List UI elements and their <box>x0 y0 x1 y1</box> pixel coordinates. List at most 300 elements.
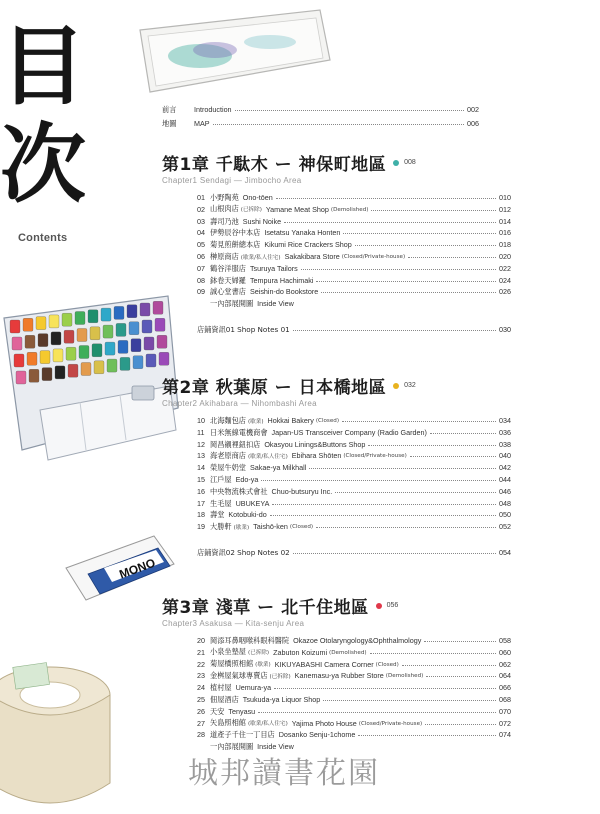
toc-row-page: 020 <box>499 252 511 261</box>
toc-row-page: 036 <box>499 427 511 437</box>
leader-dots <box>323 694 496 701</box>
shop-notes-label: 店鋪資訊01 Shop Notes 01 <box>197 325 290 334</box>
paint-pan <box>27 352 37 365</box>
toc-row-ja-name: 鉢卷天婦羅 <box>210 275 246 285</box>
toc-row-en: Tempura Hachimaki <box>249 275 314 285</box>
chapter-subtitle: Chapter2 Akihabara — Nihombashi Area <box>162 399 317 408</box>
toc-row-number: 18 <box>197 510 205 520</box>
toc-row-ja: 前言 <box>162 105 177 114</box>
shop-notes-page: 030 <box>499 325 511 334</box>
toc-row-ja-note: (已拆除) <box>247 650 270 657</box>
paint-pan <box>103 325 113 338</box>
toc-row-page: 066 <box>499 683 511 693</box>
toc-row-en: Ebihara Shōten <box>291 451 342 461</box>
toc-row-ja-name: 矢島照相館 <box>210 718 246 728</box>
paint-pan <box>140 303 150 316</box>
paint-pan <box>29 369 39 382</box>
toc-row-en: MAP <box>194 119 210 128</box>
toc-row-ja <box>210 439 260 451</box>
toc-row-ja-name: 菊見煎餅總本店 <box>210 240 261 250</box>
shop-notes-row[interactable] <box>197 324 511 336</box>
toc-row[interactable] <box>197 682 511 694</box>
leader-dots <box>343 227 496 234</box>
toc-row-ja-name: 小野陶苑 <box>210 193 239 202</box>
toc-row-number: 21 <box>197 647 205 657</box>
toc-row-ja-name: 壽堂 <box>210 510 225 520</box>
toc-row-number: 03 <box>197 216 205 226</box>
toc-row-ja <box>210 729 275 741</box>
paint-pan <box>114 306 124 319</box>
toc-row-ja-name: 天安 <box>210 706 225 716</box>
leader-dots <box>424 635 496 642</box>
toc-row-en: Yajima Photo House <box>291 718 357 728</box>
chapter-heading[interactable] <box>162 373 416 398</box>
toc-row-ja <box>210 474 232 486</box>
toc-row-ja <box>210 509 224 521</box>
toc-row-en: Uemura-ya <box>235 683 272 693</box>
toc-row-en: Japan-US Transceiver Company (Radio Garden) <box>271 427 427 437</box>
chapter-heading[interactable] <box>162 593 398 618</box>
toc-row-note: (Closed/Private-house) <box>358 720 423 727</box>
toc-row-note: (Closed) <box>315 418 340 424</box>
toc-row-page: 044 <box>499 475 511 484</box>
toc-row[interactable] <box>197 192 511 204</box>
toc-row-ja <box>210 203 262 216</box>
toc-row-en: UBUKEYA <box>235 498 270 508</box>
chapter-dot-icon <box>376 603 382 609</box>
leader-dots <box>342 415 496 422</box>
paint-pan <box>79 346 89 359</box>
toc-row-ja-name: 海老原商店 <box>210 450 246 460</box>
toc-row-note: (Closed) <box>289 524 314 531</box>
paint-pan <box>66 347 76 360</box>
leader-dots <box>293 547 496 554</box>
paint-pan <box>105 342 115 355</box>
toc-row[interactable] <box>197 450 511 462</box>
leader-dots <box>425 718 496 725</box>
toc-row[interactable] <box>197 462 511 474</box>
leader-dots <box>293 324 496 331</box>
paint-pan <box>92 344 102 357</box>
paint-pan <box>129 322 139 335</box>
paint-pan <box>146 354 156 367</box>
eraser-brand-text: MONO <box>117 555 158 582</box>
toc-row-ja-name: 一內部展開圖 <box>210 299 254 309</box>
toc-row-en: Okazoe Otolaryngology&Ophthalmology <box>293 636 422 645</box>
leader-dots <box>358 729 496 736</box>
toc-row-page: 046 <box>499 486 511 496</box>
toc-row-ja <box>210 227 260 239</box>
toc-row-ja-name: 岡昌襯裡鈕扣店 <box>210 439 261 449</box>
toc-row-number: 22 <box>197 659 205 669</box>
paint-pan <box>14 354 24 367</box>
leader-dots <box>402 659 496 666</box>
toc-row-ja <box>210 263 246 275</box>
leader-dots <box>316 521 496 528</box>
toc-row[interactable] <box>197 509 511 521</box>
toc-row-ja-name: 壽司乃池 <box>210 216 239 226</box>
leader-dots <box>335 486 496 493</box>
leader-dots <box>284 216 496 223</box>
chapter-page: 008 <box>404 159 416 166</box>
toc-row-ja-name: 榊原商店 <box>210 251 239 261</box>
shop-notes-page: 054 <box>499 548 511 557</box>
toc-row[interactable] <box>197 263 511 275</box>
toc-row[interactable] <box>197 659 511 671</box>
toc-row-ja-name: 植村屋 <box>210 683 232 693</box>
palette-tray-illustration <box>120 0 335 98</box>
toc-row-en: Tsuruya Tailors <box>249 263 298 273</box>
toc-row-ja <box>210 462 246 474</box>
toc-row-page: 064 <box>499 671 511 681</box>
leader-dots <box>213 118 464 125</box>
leader-dots <box>235 104 464 111</box>
toc-row-en: KIKUYABASHI Camera Corner <box>274 659 374 669</box>
paint-pan <box>68 364 78 377</box>
toc-row-ja <box>210 415 264 428</box>
leader-dots <box>274 682 496 689</box>
page-subtitle: Contents <box>18 232 68 244</box>
page-title-char-2: 次 <box>0 115 86 215</box>
toc-row-ja <box>210 286 246 298</box>
toc-row-ja-name: 鶴谷洋服店 <box>210 263 246 273</box>
chapter-title: 第2章 秋葉原 ー 日本橋地區 <box>162 378 387 398</box>
page-title-char-1: 目 <box>0 17 86 117</box>
paint-pan <box>40 351 50 364</box>
leader-dots <box>276 192 496 199</box>
toc-row-number: 07 <box>197 263 205 273</box>
shop-notes-row[interactable] <box>197 547 511 559</box>
toc-row-ja-name: 江戶屋 <box>210 475 232 484</box>
toc-row-ja-name: 小泉坐墊屋 <box>210 647 246 657</box>
toc-row-number: 14 <box>197 463 205 473</box>
chapter-title: 第3章 淺草 ー 北千住地區 <box>162 598 369 618</box>
toc-row-en: Kanemasu-ya Rubber Store <box>294 671 384 681</box>
toc-row[interactable] <box>197 298 511 310</box>
toc-row-ja-name: 佃屋酒店 <box>210 695 239 704</box>
paint-pan <box>12 337 22 350</box>
toc-row-en: Sakae-ya Milkhall <box>249 463 307 473</box>
paint-pan <box>88 310 98 323</box>
leader-dots <box>321 286 496 293</box>
leader-dots <box>258 706 496 713</box>
toc-row-en: Isetatsu Yanaka Honten <box>264 228 341 238</box>
paint-pan <box>62 313 72 326</box>
toc-row-en: Seishin-do Bookstore <box>249 287 319 297</box>
toc-row-number: 12 <box>197 439 205 449</box>
toc-row[interactable] <box>197 275 511 287</box>
toc-row-number: 10 <box>197 416 205 425</box>
toc-row-ja <box>210 216 239 228</box>
chapter-title: 第1章 千駄木 ー 神保町地區 <box>162 155 387 175</box>
toc-row[interactable] <box>197 670 511 682</box>
watermark: 城邦讀書花園 <box>188 756 380 791</box>
toc-row-ja-name: 中央物流株式會社 <box>210 486 268 496</box>
chapter-heading[interactable] <box>162 150 416 175</box>
leader-dots <box>355 239 496 246</box>
toc-row-page: 074 <box>499 730 511 740</box>
watercolor-box-illustration <box>0 290 180 465</box>
toc-row-ja-name: 山根肉店 <box>210 204 239 214</box>
toc-row-note: (Demolished) <box>330 206 369 213</box>
chapter-dot-icon <box>393 160 399 166</box>
paint-pan <box>159 352 169 365</box>
leader-dots <box>309 462 496 469</box>
paint-pan <box>120 357 130 370</box>
toc-row[interactable] <box>197 706 511 718</box>
toc-row-ja <box>210 239 260 251</box>
toc-row-ja-name: 誠心堂書店 <box>210 287 246 297</box>
paint-pan <box>144 337 154 350</box>
toc-row-en: Edo-ya <box>235 475 259 484</box>
paint-pan <box>38 334 48 347</box>
toc-row-en: Inside View <box>257 299 294 309</box>
toc-row-number: 23 <box>197 671 205 681</box>
toc-row-ja-note: (歇業) <box>233 524 250 531</box>
toc-row[interactable] <box>197 474 511 486</box>
toc-row-number: 01 <box>197 193 205 202</box>
toc-row-page: 068 <box>499 695 511 704</box>
toc-row-number: 09 <box>197 287 205 297</box>
toc-row[interactable] <box>197 498 511 510</box>
paint-pan <box>153 301 163 314</box>
toc-row-ja <box>210 717 288 730</box>
toc-row-en: Taishō-ken <box>253 522 288 532</box>
paint-pan <box>107 359 117 372</box>
paint-pan <box>75 312 85 325</box>
paint-pan <box>81 363 91 376</box>
paint-pan <box>94 361 104 374</box>
toc-row-page: 034 <box>499 416 511 425</box>
toc-row-ja-name: 大勝軒 <box>210 521 232 531</box>
toc-row-ja <box>210 635 289 647</box>
shop-notes-label: 店鋪資訊02 Shop Notes 02 <box>197 548 290 557</box>
toc-row-ja-name: 榮屋牛奶堂 <box>210 463 246 473</box>
leader-dots <box>301 263 496 270</box>
toc-row-ja <box>210 192 239 204</box>
paint-pan <box>36 317 46 330</box>
chapter-subtitle: Chapter1 Sendagi — Jimbocho Area <box>162 176 302 185</box>
toc-row-number: 15 <box>197 475 205 484</box>
toc-row-ja <box>210 298 253 310</box>
toc-row-en: Kikumi Rice Crackers Shop <box>264 240 352 250</box>
toc-row-note: (Closed) <box>375 661 399 668</box>
toc-row-ja <box>210 498 232 510</box>
toc-row-en: Hokkai Bakery <box>267 416 314 425</box>
toc-row[interactable] <box>197 216 511 228</box>
toc-row-ja <box>210 275 246 287</box>
toc-row-page: 062 <box>499 659 511 669</box>
toc-row-ja-name: 日米無線電機商會 <box>210 427 268 437</box>
toc-row-ja-name: 菊屋橋照相館 <box>210 659 254 669</box>
toc-row[interactable] <box>197 239 511 251</box>
toc-row-number: 26 <box>197 706 205 716</box>
leader-dots <box>316 275 496 282</box>
toc-row-ja <box>210 682 232 694</box>
toc-row-page: 038 <box>499 439 511 449</box>
leader-dots <box>426 670 496 677</box>
toc-row[interactable] <box>197 486 511 498</box>
toc-row-number: 08 <box>197 275 205 285</box>
toc-row-page: 016 <box>499 228 511 238</box>
toc-row-en: Inside View <box>257 742 294 752</box>
paint-pan <box>23 318 33 331</box>
paint-pan <box>42 368 52 381</box>
paint-pan <box>25 335 35 348</box>
toc-row-number: 27 <box>197 718 205 728</box>
toc-row-page: 018 <box>499 240 511 250</box>
toc-row[interactable] <box>197 729 511 741</box>
toc-row-ja-name: 金桝屋氣球專賣店 <box>210 670 268 680</box>
toc-row-en: Yamane Meat Shop <box>265 204 329 214</box>
toc-row-en: Dosanko Senju-1chome <box>278 730 356 740</box>
paint-pan <box>118 340 128 353</box>
paint-pan <box>16 371 26 384</box>
toc-row-page: 050 <box>499 510 511 520</box>
leader-dots <box>270 509 496 516</box>
toc-row-ja: 地圖 <box>162 119 177 128</box>
leader-dots <box>410 450 496 457</box>
paint-pan <box>64 330 74 343</box>
toc-row-en: Tsukuda-ya Liquor Shop <box>242 695 321 704</box>
toc-row-ja-name: 生毛屋 <box>210 498 232 508</box>
toc-row-page: 060 <box>499 647 511 657</box>
toc-row-ja-note: (歇業/私人住宅) <box>247 721 288 728</box>
toc-row-page: 040 <box>499 451 511 461</box>
toc-row-page: 042 <box>499 463 511 473</box>
page-title <box>0 18 110 214</box>
toc-row-ja-name: 一內部展開圖 <box>210 742 254 752</box>
toc-row-ja <box>210 706 224 718</box>
toc-row-ja-note: (歇業) <box>247 418 264 425</box>
paint-pan <box>131 339 141 352</box>
toc-row-ja-name: 伊勢辰谷中本店 <box>210 228 261 238</box>
toc-row-ja <box>210 251 281 264</box>
toc-row-page: 070 <box>499 706 511 716</box>
toc-row-ja-name: 道產子千住一丁目店 <box>210 730 275 740</box>
chapter-page: 032 <box>404 382 416 389</box>
toc-row-en: Sushi Noike <box>242 216 282 226</box>
toc-row-note: (Demolished) <box>329 649 367 656</box>
paint-pan <box>142 320 152 333</box>
chapter-dot-icon <box>393 383 399 389</box>
toc-row-number: 05 <box>197 240 205 250</box>
leader-dots <box>371 204 496 211</box>
toc-row-ja-note: (歇業/私人住宅) <box>240 254 281 261</box>
paint-pan <box>51 332 61 345</box>
toc-row[interactable] <box>197 694 511 706</box>
toc-row-note: (Closed/Private-house) <box>343 453 407 460</box>
toc-row-number: 06 <box>197 252 205 261</box>
chapter-subtitle: Chapter3 Asakusa — Kita-senju Area <box>162 619 305 628</box>
toc-row[interactable] <box>197 427 511 439</box>
paint-pan <box>101 308 111 321</box>
paint-pan <box>77 329 87 342</box>
toc-row-en: Introduction <box>194 105 232 114</box>
leader-dots <box>408 251 496 258</box>
toc-row-en: Okasyou Linings&Buttons Shop <box>264 439 366 449</box>
toc-row-page: 024 <box>499 275 511 285</box>
toc-row-page: 072 <box>499 718 511 728</box>
toc-row[interactable] <box>197 286 511 298</box>
toc-row-en: Ono-tōen <box>242 193 273 202</box>
toc-row[interactable] <box>197 439 511 451</box>
toc-row-en: Kotobuki-do <box>228 510 267 520</box>
paint-pan <box>133 356 143 369</box>
toc-row-note: (Demolished) <box>385 673 424 680</box>
toc-row[interactable] <box>197 415 511 427</box>
paint-pan <box>53 349 63 362</box>
toc-row-en: Tenyasu <box>228 706 256 716</box>
toc-row-number: 13 <box>197 451 205 461</box>
toc-row-number: 11 <box>197 427 205 437</box>
toc-row-number: 28 <box>197 730 205 740</box>
toc-row[interactable] <box>197 227 511 239</box>
toc-row-note: (Closed/Private-house) <box>341 254 406 260</box>
toc-row-number: 16 <box>197 486 205 496</box>
toc-row-page: 012 <box>499 204 511 214</box>
leader-dots <box>368 439 496 446</box>
toc-row-page: 048 <box>499 498 511 508</box>
toc-row-page: 006 <box>467 119 479 128</box>
toc-row-page: 014 <box>499 216 511 226</box>
leader-dots <box>370 647 496 654</box>
paint-pan <box>49 315 59 328</box>
paint-pan <box>55 366 65 379</box>
toc-row-ja-note: (已拆除) <box>240 207 262 214</box>
toc-row-ja <box>210 450 288 463</box>
toc-row-page: 010 <box>499 193 511 202</box>
toc-row-ja-name: 北海麵包店 <box>210 415 246 425</box>
toc-row-number: 19 <box>197 522 205 532</box>
toc-row-ja-note: (已拆除) <box>269 673 291 680</box>
toc-row[interactable] <box>197 635 511 647</box>
toc-row-number: 02 <box>197 204 205 214</box>
toc-row[interactable] <box>197 204 511 216</box>
toc-row-ja <box>210 670 291 683</box>
leader-dots <box>430 427 496 434</box>
toc-row-en: Zabuton Koizumi <box>273 647 328 657</box>
toc-row-ja <box>210 486 268 498</box>
toc-row-page: 052 <box>499 522 511 532</box>
leader-dots <box>272 498 496 505</box>
toc-row-number: 17 <box>197 498 205 508</box>
toc-row[interactable] <box>197 647 511 659</box>
toc-row[interactable] <box>197 718 511 730</box>
toc-row-page: 002 <box>467 105 479 114</box>
toc-row-ja <box>210 427 268 439</box>
toc-row-map[interactable] <box>162 118 479 130</box>
paint-pan <box>157 335 167 348</box>
tape-roll-illustration <box>0 655 125 814</box>
paint-pan <box>10 320 20 333</box>
paint-pan <box>127 305 137 318</box>
toc-row-en: Sakakibara Store <box>284 252 340 261</box>
paint-pan <box>155 318 165 331</box>
toc-row-introduction[interactable] <box>162 104 479 116</box>
toc-row-ja-note: (歇業/私人住宅) <box>247 453 288 460</box>
toc-row-ja <box>210 521 249 534</box>
toc-row[interactable] <box>197 521 511 533</box>
toc-row-number: 04 <box>197 228 205 238</box>
toc-row-en: Chuo-butsuryu Inc. <box>271 486 333 496</box>
toc-row-page: 022 <box>499 263 511 273</box>
toc-row-number: 20 <box>197 636 205 645</box>
toc-row-ja-note: (歇業) <box>255 662 271 669</box>
toc-row-number: 24 <box>197 683 205 693</box>
toc-row[interactable] <box>197 251 511 263</box>
leader-dots <box>261 474 496 481</box>
